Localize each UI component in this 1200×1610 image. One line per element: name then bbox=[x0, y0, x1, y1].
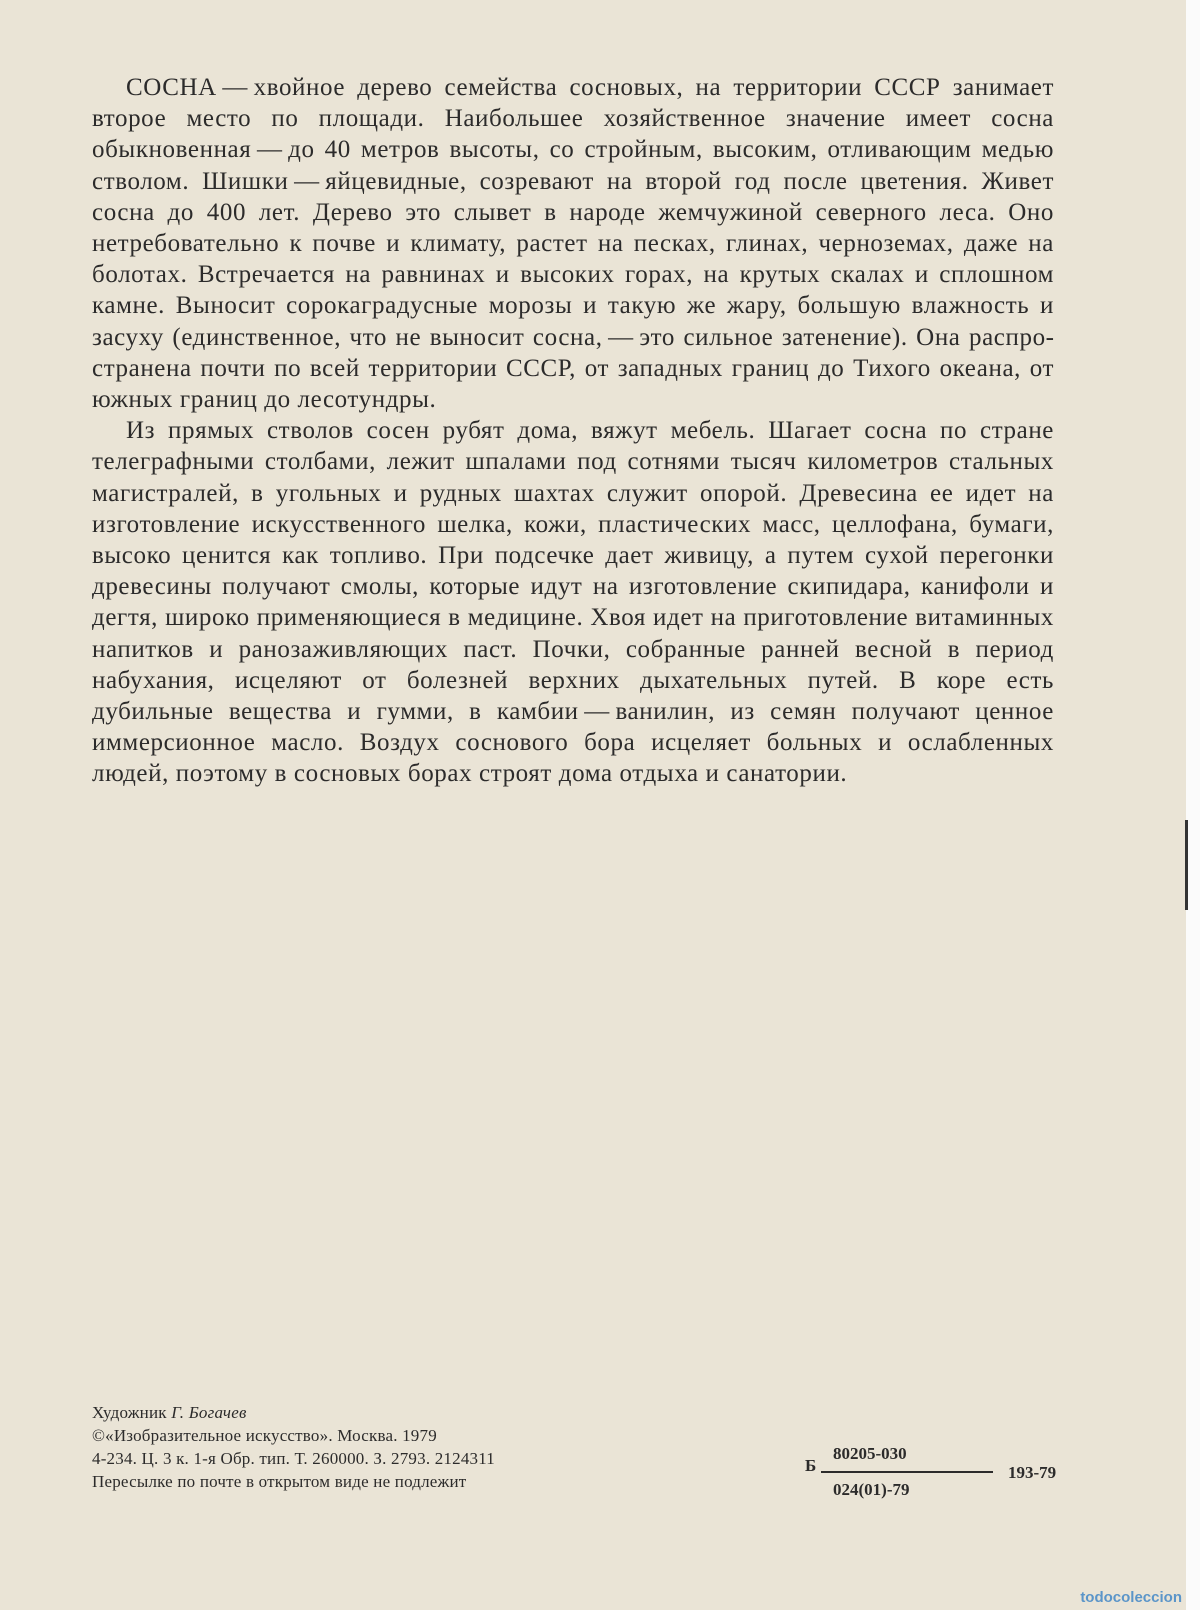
copyright-line: ©«Изобразительное искусство». Москва. 1979 bbox=[92, 1426, 437, 1445]
catalog-numerator: 80205-030 bbox=[833, 1444, 907, 1463]
catalog-letter: Б bbox=[805, 1456, 817, 1475]
artist-label: Художник bbox=[92, 1403, 167, 1422]
catalog-code: 193-79 bbox=[1008, 1463, 1057, 1482]
watermark-prefix: todo bbox=[1080, 1589, 1113, 1606]
artist-name: Г. Богачев bbox=[171, 1403, 247, 1422]
paragraph-1: СОСНА — хвойное дерево семейства сосновых, на территории СССР занимает второе место по площади. Наибольшее хозяйственное значение имеет сосна обыкновенная — до 40 метров высоты, со стройным, высоким, отливающим медью стволом. Шишки — яйцевидные, созревают на второй год после цветения. Живет сосна до 400 лет. Дерево это слывет в народе жемчужиной северного леса. Оно нетребовательно к почве и климату, растет на песках, глинах, черноземах, даже на болотах. Встречается на равнинах и высоких горах, на крутых скалах и сплошном камне. Выносит сорокаградусные морозы и такую же жару, большую влажность и засуху (единственное, что не выносит сосна, — это сильное затенение). Она распространена почти по всей территории СССР, от западных границ до Тихого океана, от южных границ до лесотундры. bbox=[92, 74, 1054, 414]
catalog-index bbox=[805, 1444, 1095, 1504]
description-text bbox=[92, 72, 1054, 790]
paragraph-2: Из прямых стволов сосен рубят дома, вяжут мебель. Шагает сосна по стране телеграфными столбами, лежит шпалами под сотнями тысяч километров стальных магистралей, в угольных и рудных шахтах служит опорой. Древесина ее идет на изготовление искусственного шелка, кожи, пластических масс, целлофана, бумаги, высоко ценится как топливо. При подсечке дает живицу, а путем сухой перегонки древесины получают смолы, которые идут на изготовление скипидара, канифоли и дегтя, широко применяющиеся в медицине. Хвоя идет на приготовление витаминных напитков и ранозаживляющих паст. Почки, собранные ранней весной в период набухания, исцеляют от болезней верхних дыхательных путей. В коре есть дубильные вещества и гумми, в камбии — ванилин, из семян получают ценное иммерсионное масло. Воздух соснового бора исцеляет больных и ослабленных людей, поэтому в сосновых борах строят дома отдыха и санатории. bbox=[92, 417, 1054, 788]
fraction-rule bbox=[821, 1471, 993, 1473]
artist-line bbox=[92, 1401, 495, 1424]
edge-mark bbox=[1185, 820, 1188, 910]
imprint-block bbox=[92, 1401, 495, 1493]
catalog-denominator: 024(01)-79 bbox=[833, 1480, 910, 1499]
print-info-line: 4-234. Ц. 3 к. 1-я Обр. тип. Т. 260000. З. 2793. 2124311 bbox=[92, 1449, 495, 1468]
watermark bbox=[1080, 1589, 1182, 1606]
watermark-suffix: coleccion bbox=[1112, 1589, 1182, 1606]
scan-edge bbox=[1186, 0, 1200, 1610]
mail-note-line: Пересылке по почте в открытом виде не подлежит bbox=[92, 1472, 467, 1491]
